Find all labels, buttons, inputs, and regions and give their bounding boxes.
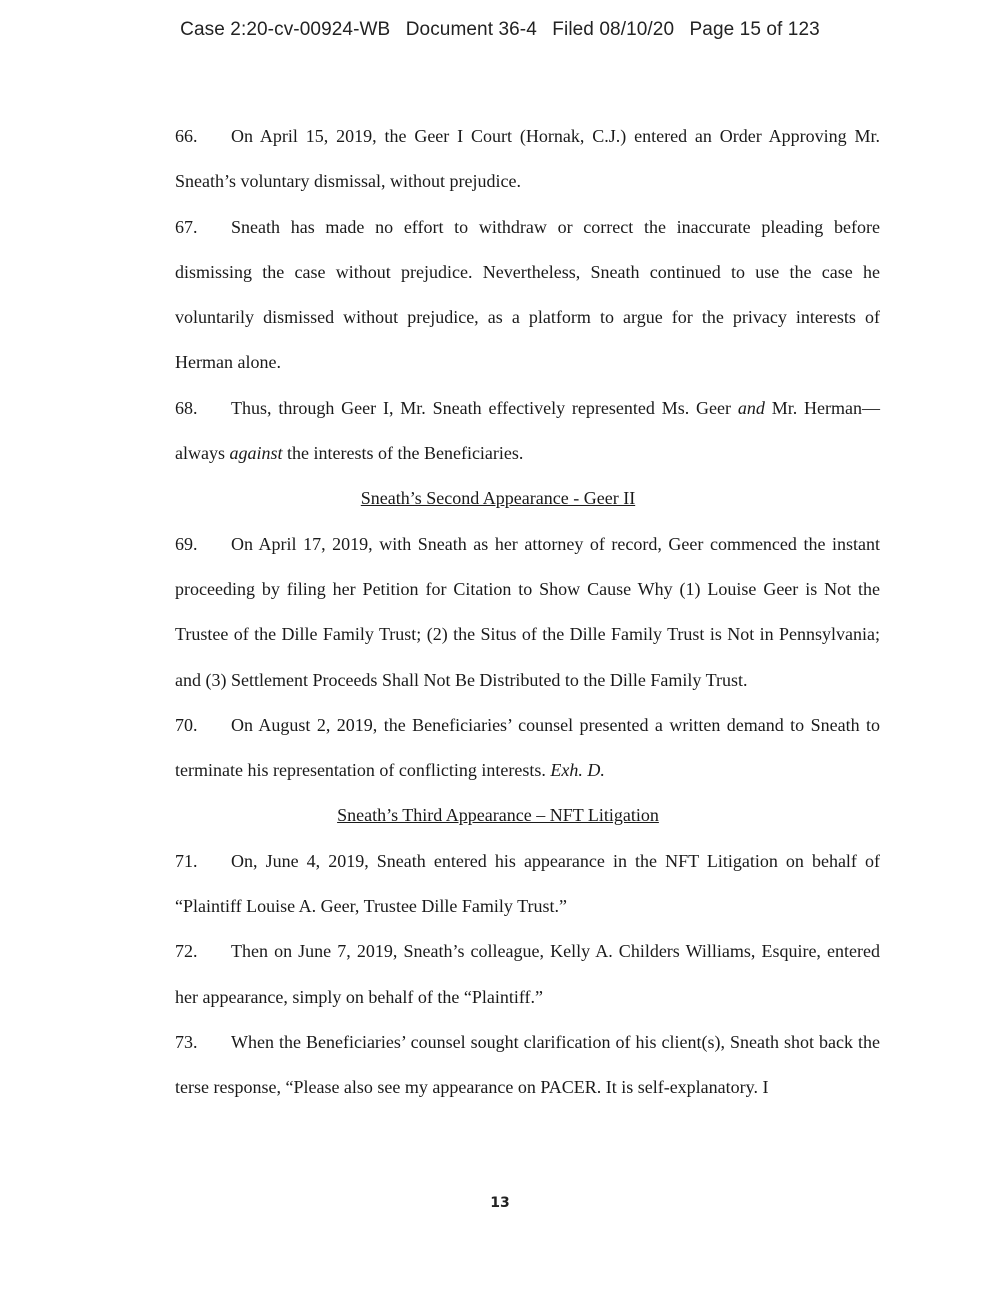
- page-number: 13: [490, 1195, 510, 1211]
- document-header: [0, 19, 1000, 41]
- paragraph-70: [116, 703, 880, 794]
- paragraph-number: 72.: [175, 941, 198, 962]
- paragraph-number: 67.: [175, 216, 198, 237]
- paragraph-text: On, June 4, 2019, Sneath entered his appearance in the NFT Litigation on behalf of “Plaintiff Louise A. Geer, Trustee Dille Family Trust.”: [175, 850, 880, 917]
- paragraph-text: Then on June 7, 2019, Sneath’s colleague, Kelly A. Childers Williams, Esquire, entered her appearance, simply on behalf of the “Plaintiff.”: [175, 941, 880, 1007]
- filed-date: Filed 08/10/20: [552, 19, 675, 40]
- page-indicator: Page 15 of 123: [689, 19, 820, 40]
- emphasis-text: and: [737, 397, 765, 418]
- paragraph-number: 69.: [175, 533, 198, 554]
- document-body: [116, 114, 880, 1111]
- paragraph-text-part: Thus, through Geer I, Mr. Sneath effectively represented Ms. Geer: [231, 397, 738, 418]
- paragraph-text: On April 17, 2019, with Sneath as her attorney of record, Geer commenced the instant proceeding by filing her Petition for Citation to Show Cause Why (1) Louise Geer is Not the Trustee of the Dille Family Trust; (2) the Situs of the Dille Family Trust is Not in Pennsylvania; and (3) Settlement Proceeds Shall Not Be Distributed to the Dille Family Trust.: [175, 533, 880, 690]
- paragraph-72: [116, 929, 880, 1020]
- emphasis-text: against: [229, 443, 283, 464]
- paragraph-number: 70.: [175, 714, 198, 735]
- paragraph-text-part: the interests of the Beneficiaries.: [282, 443, 524, 464]
- paragraph-number: 66.: [175, 126, 198, 146]
- paragraph-number: 73.: [175, 1031, 198, 1052]
- paragraph-68: [116, 386, 880, 477]
- paragraph-66: [116, 114, 880, 205]
- document-number: Document 36-4: [405, 19, 537, 40]
- paragraph-text-part: Mr. Herman—always: [175, 397, 881, 464]
- section-heading-second-appearance: Sneath’s Second Appearance - Geer II: [360, 488, 636, 509]
- section-heading-third-appearance: Sneath’s Third Appearance – NFT Litigation: [337, 805, 659, 826]
- paragraph-67: [116, 205, 880, 386]
- paragraph-71: [116, 839, 880, 930]
- paragraph-73: [116, 1020, 880, 1111]
- paragraph-text: Sneath has made no effort to withdraw or correct the inaccurate pleading before dismissing the case without prejudice. Nevertheless, Sneath continued to use the case he voluntarily dismissed without prejudice, as a platform to argue for the privacy interests of Herman alone.: [175, 216, 880, 373]
- exhibit-reference: Exh. D.: [550, 760, 605, 781]
- case-number: Case 2:20-cv-00924-WB: [180, 19, 391, 40]
- paragraph-text: When the Beneficiaries’ counsel sought clarification of his client(s), Sneath shot back the terse response, “Please also see my appearance on PACER. It is self-explanatory. I: [175, 1031, 880, 1098]
- paragraph-69: [116, 522, 880, 703]
- paragraph-number: 68.: [175, 397, 198, 418]
- paragraph-number: 71.: [175, 850, 198, 871]
- paragraph-text: On August 2, 2019, the Beneficiaries’ counsel presented a written demand to Sneath to terminate his representation of conflicting interests.: [175, 714, 880, 781]
- paragraph-text: On April 15, 2019, the Geer I Court (Hornak, C.J.) entered an Order Approving Mr. Sneath’s voluntary dismissal, without prejudice.: [175, 126, 880, 192]
